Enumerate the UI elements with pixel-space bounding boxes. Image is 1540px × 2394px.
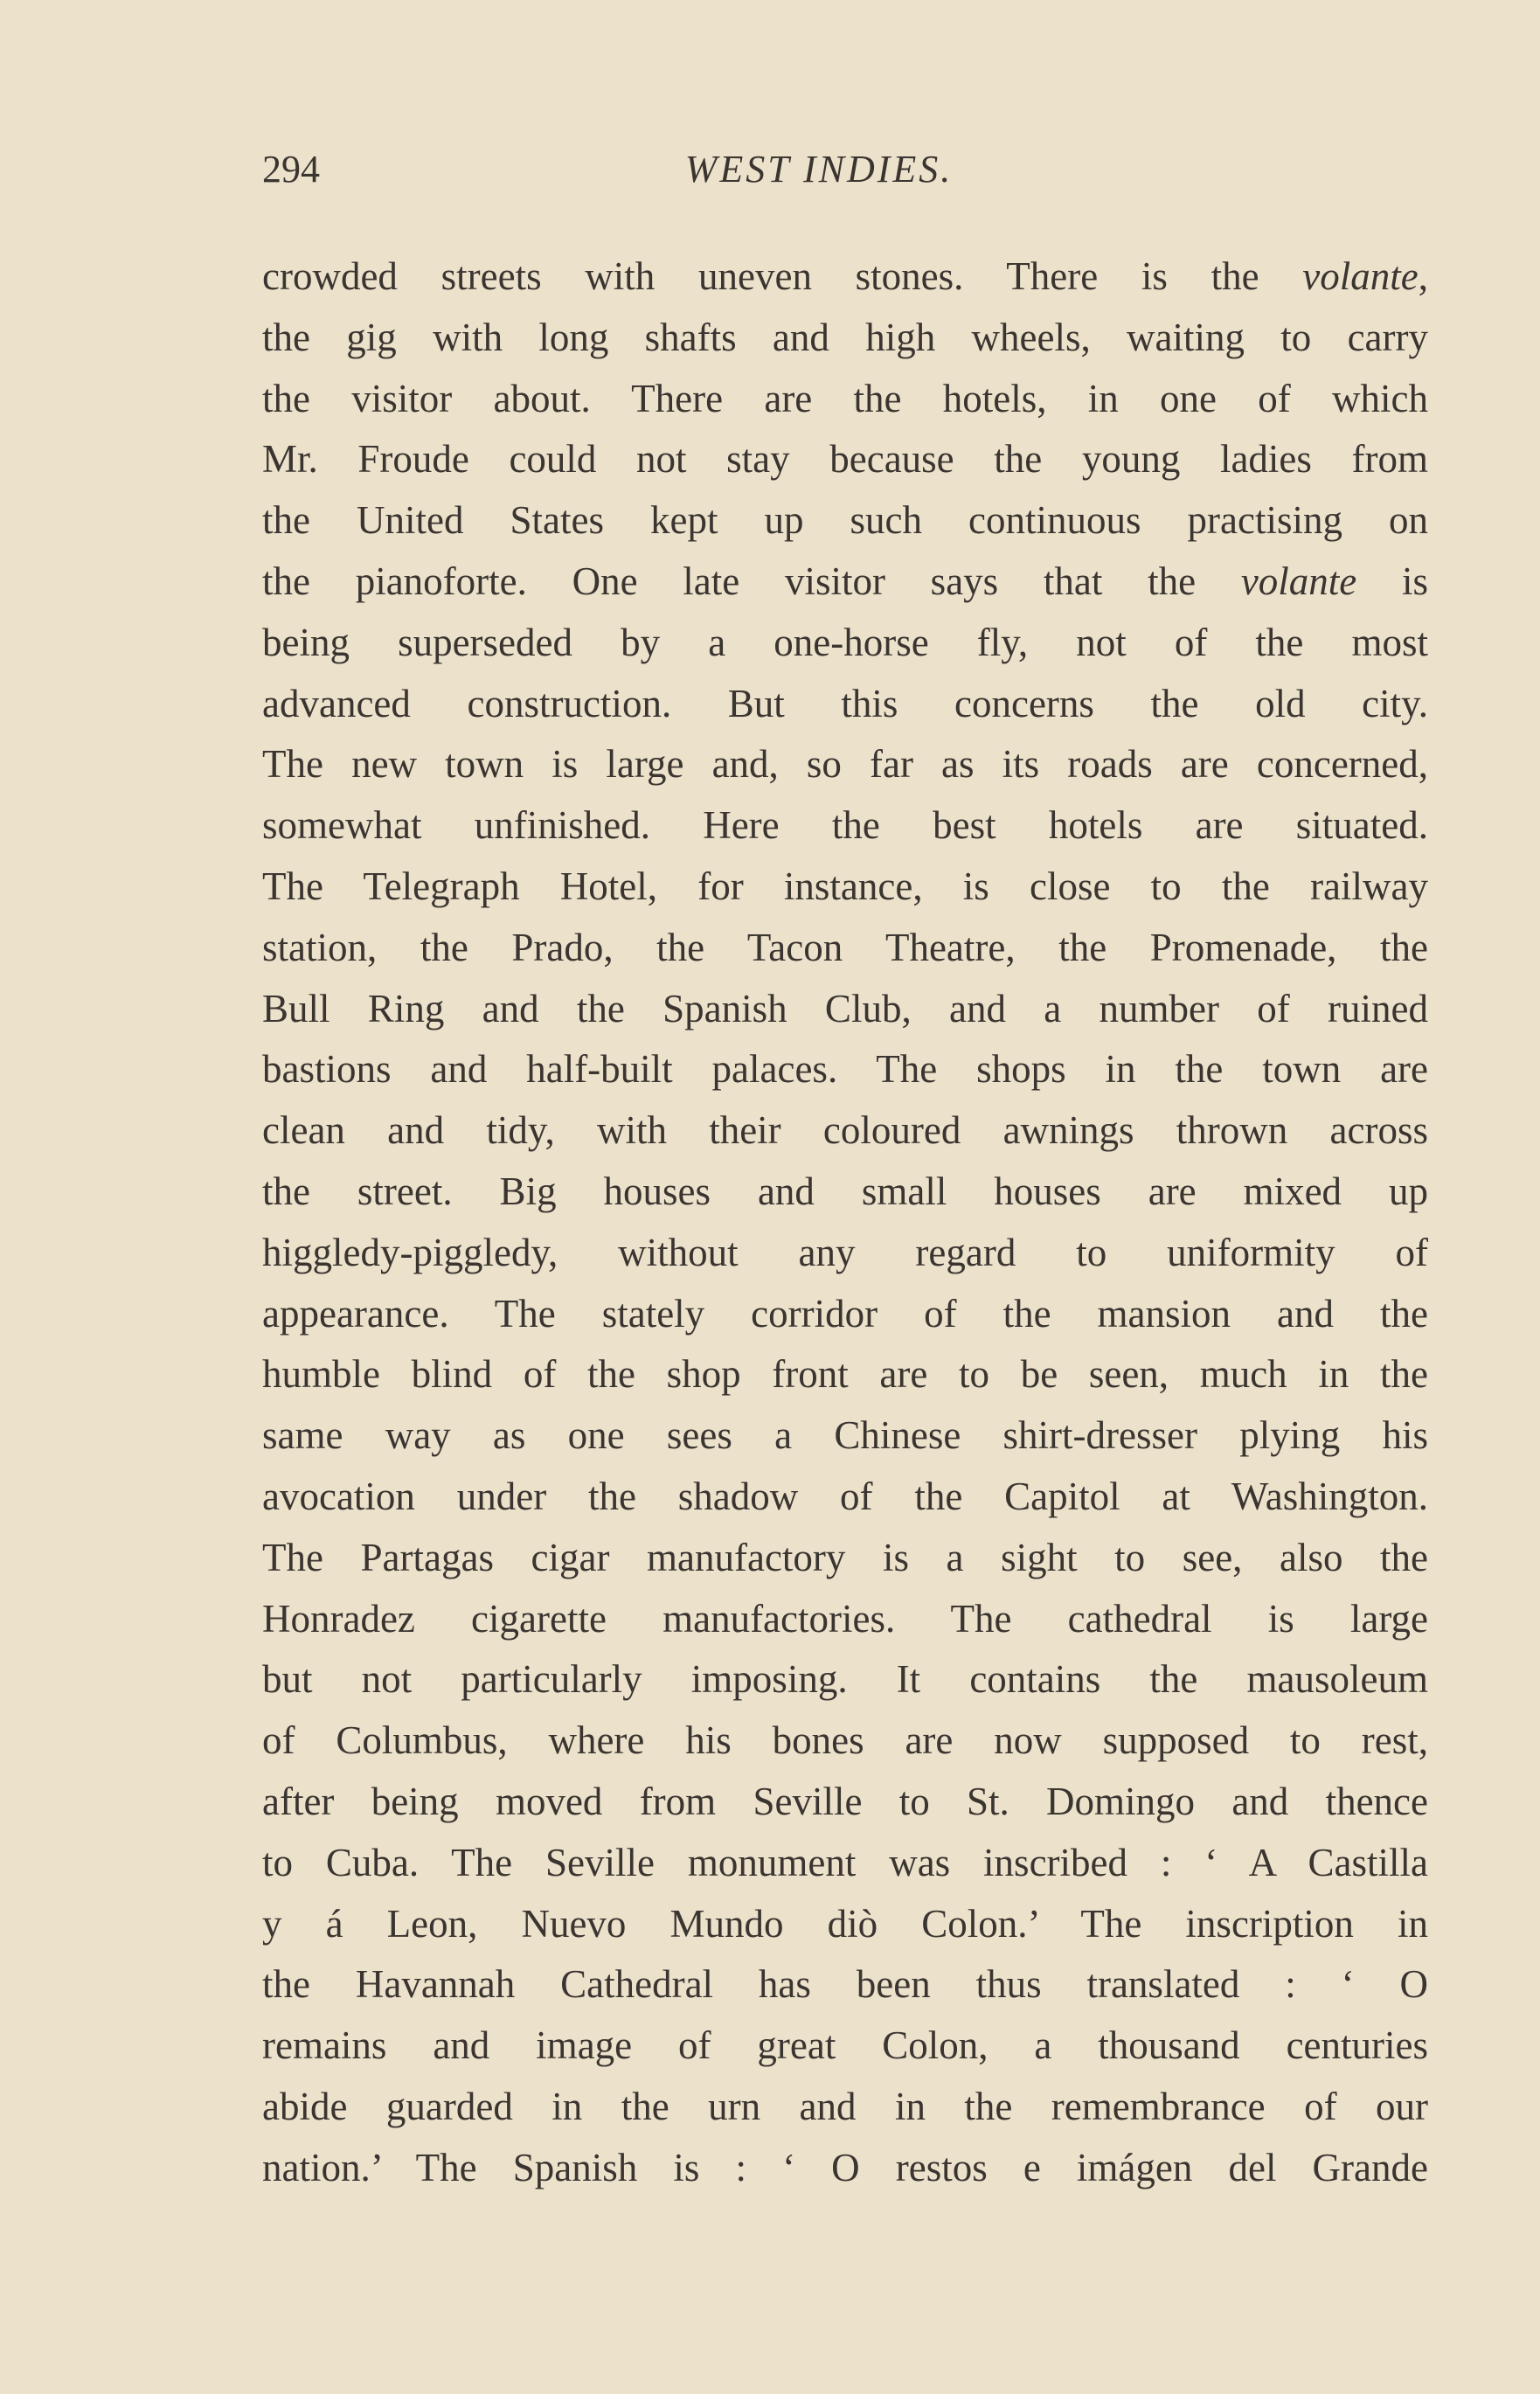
text-line: [262, 1772, 1428, 1833]
line-text: [262, 498, 1428, 542]
text-segment: crowded streets with uneven stones. There is the: [262, 254, 1303, 298]
text-segment: of Columbus, where his bones are now supposed to rest,: [262, 1718, 1428, 1763]
text-segment: abide guarded in the urn and in the remembrance of our: [262, 2084, 1428, 2128]
text-segment: the street. Big houses and small houses are mixed up: [262, 1169, 1428, 1213]
text-segment: the gig with long shafts and high wheels, waiting to carry: [262, 315, 1428, 359]
text-line: [262, 1100, 1428, 1162]
line-text: [262, 1108, 1428, 1152]
line-text: [262, 1231, 1428, 1274]
text-line: [262, 1223, 1428, 1284]
text-segment: Mr. Froude could not stay because the young ladies from: [262, 437, 1428, 482]
text-segment: humble blind of the shop front are to be seen, much in the: [262, 1352, 1428, 1397]
text-segment: the United States kept up such continuous practising on: [262, 498, 1428, 543]
line-text: [262, 864, 1428, 908]
text-segment: but not particularly imposing. It contains the mausoleum: [262, 1657, 1428, 1702]
italic-term: volante: [1302, 254, 1419, 298]
text-segment: The Telegraph Hotel, for instance, is close to the railway: [262, 864, 1428, 908]
text-segment: station, the Prado, the Tacon Theatre, the Promenade, the: [262, 925, 1428, 969]
running-title: WEST INDIES.: [684, 148, 954, 191]
line-text: [262, 1962, 1428, 2006]
text-segment: bastions and half-built palaces. The shops in the town are: [262, 1047, 1428, 1092]
text-line: [262, 1894, 1428, 1955]
line-text: [262, 1780, 1428, 1823]
text-line: [262, 1649, 1428, 1710]
text-segment: The Partagas cigar manufactory is a sight to see, also the: [262, 1535, 1428, 1579]
text-segment: higgledy-piggledy, without any regard to uniformity of: [262, 1230, 1428, 1274]
text-line: [262, 2077, 1428, 2138]
line-text: [262, 2023, 1428, 2067]
line-text: [262, 2146, 1428, 2189]
text-segment: is: [1356, 559, 1429, 603]
line-text: [262, 1047, 1428, 1091]
line-text: [262, 437, 1428, 481]
text-segment: somewhat unfinished. Here the best hotels are situated.: [262, 803, 1428, 848]
text-line: [262, 2016, 1428, 2077]
text-line: [262, 674, 1428, 735]
text-segment: the visitor about. There are the hotels, in one of which: [262, 376, 1428, 420]
text-line: [262, 857, 1428, 918]
text-segment: nation.’ The Spanish is : ‘ O restos e imágen del Grande: [262, 2145, 1428, 2189]
text-line: [262, 1589, 1428, 1650]
text-segment: y á Leon, Nuevo Mundo diò Colon.’ The inscription in: [262, 1901, 1428, 1946]
text-segment: the pianoforte. One late visitor says that the: [262, 559, 1241, 603]
line-text: [262, 254, 1428, 298]
text-segment: to Cuba. The Seville monument was inscribed : ‘ A Castilla: [262, 1840, 1428, 1884]
text-line: [262, 490, 1428, 552]
line-text: [262, 1718, 1428, 1762]
text-segment: advanced construction. But this concerns the old city.: [262, 681, 1428, 725]
line-text: [262, 621, 1428, 664]
text-segment: ,: [1418, 254, 1428, 298]
line-text: [262, 926, 1428, 969]
text-line: [262, 979, 1428, 1040]
text-line: [262, 1405, 1428, 1467]
text-segment: clean and tidy, with their coloured awnings thrown across: [262, 1108, 1428, 1153]
line-text: [262, 1902, 1428, 1946]
text-segment: same way as one sees a Chinese shirt-dresser plying his: [262, 1413, 1428, 1458]
line-text: [262, 1169, 1428, 1213]
text-segment: Bull Ring and the Spanish Club, and a number of ruined: [262, 986, 1428, 1030]
text-segment: appearance. The stately corridor of the mansion and the: [262, 1291, 1428, 1336]
text-line: [262, 1467, 1428, 1528]
page-header: [262, 147, 1428, 199]
line-text: [262, 1657, 1428, 1701]
text-line: [262, 429, 1428, 490]
line-text: [262, 377, 1428, 420]
italic-term: volante: [1240, 559, 1357, 603]
text-line: [262, 1528, 1428, 1589]
line-text: [262, 1841, 1428, 1884]
text-segment: being superseded by a one-horse fly, not of the most: [262, 620, 1428, 664]
line-text: [262, 316, 1428, 359]
text-line: [262, 1344, 1428, 1405]
text-line: [262, 613, 1428, 674]
text-line: [262, 1710, 1428, 1772]
text-line: [262, 918, 1428, 979]
line-text: [262, 559, 1428, 603]
text-line: [262, 734, 1428, 795]
line-text: [262, 2085, 1428, 2128]
text-line: [262, 369, 1428, 430]
line-text: [262, 803, 1428, 847]
line-text: [262, 987, 1428, 1030]
text-line: [262, 1284, 1428, 1345]
line-text: [262, 742, 1428, 786]
text-line: [262, 1162, 1428, 1223]
text-line: [262, 795, 1428, 857]
text-line: [262, 2138, 1428, 2199]
text-line: [262, 552, 1428, 613]
text-segment: the Havannah Cathedral has been thus translated : ‘ O: [262, 1962, 1428, 2007]
text-segment: avocation under the shadow of the Capitol at Washington.: [262, 1474, 1428, 1518]
line-text: [262, 682, 1428, 725]
text-segment: after being moved from Seville to St. Domingo and thence: [262, 1779, 1428, 1823]
text-line: [262, 1833, 1428, 1894]
line-text: [262, 1475, 1428, 1518]
text-line: [262, 1039, 1428, 1100]
page-number: 294: [262, 148, 320, 191]
text-line: [262, 308, 1428, 369]
body-text: [262, 246, 1428, 2199]
line-text: [262, 1536, 1428, 1579]
text-segment: The new town is large and, so far as its roads are concerned,: [262, 742, 1428, 787]
line-text: [262, 1597, 1428, 1641]
text-segment: Honradez cigarette manufactories. The cathedral is large: [262, 1596, 1428, 1641]
text-line: [262, 1954, 1428, 2016]
line-text: [262, 1352, 1428, 1396]
text-segment: remains and image of great Colon, a thousand centuries: [262, 2023, 1428, 2068]
text-line: [262, 246, 1428, 308]
line-text: [262, 1413, 1428, 1457]
line-text: [262, 1292, 1428, 1336]
